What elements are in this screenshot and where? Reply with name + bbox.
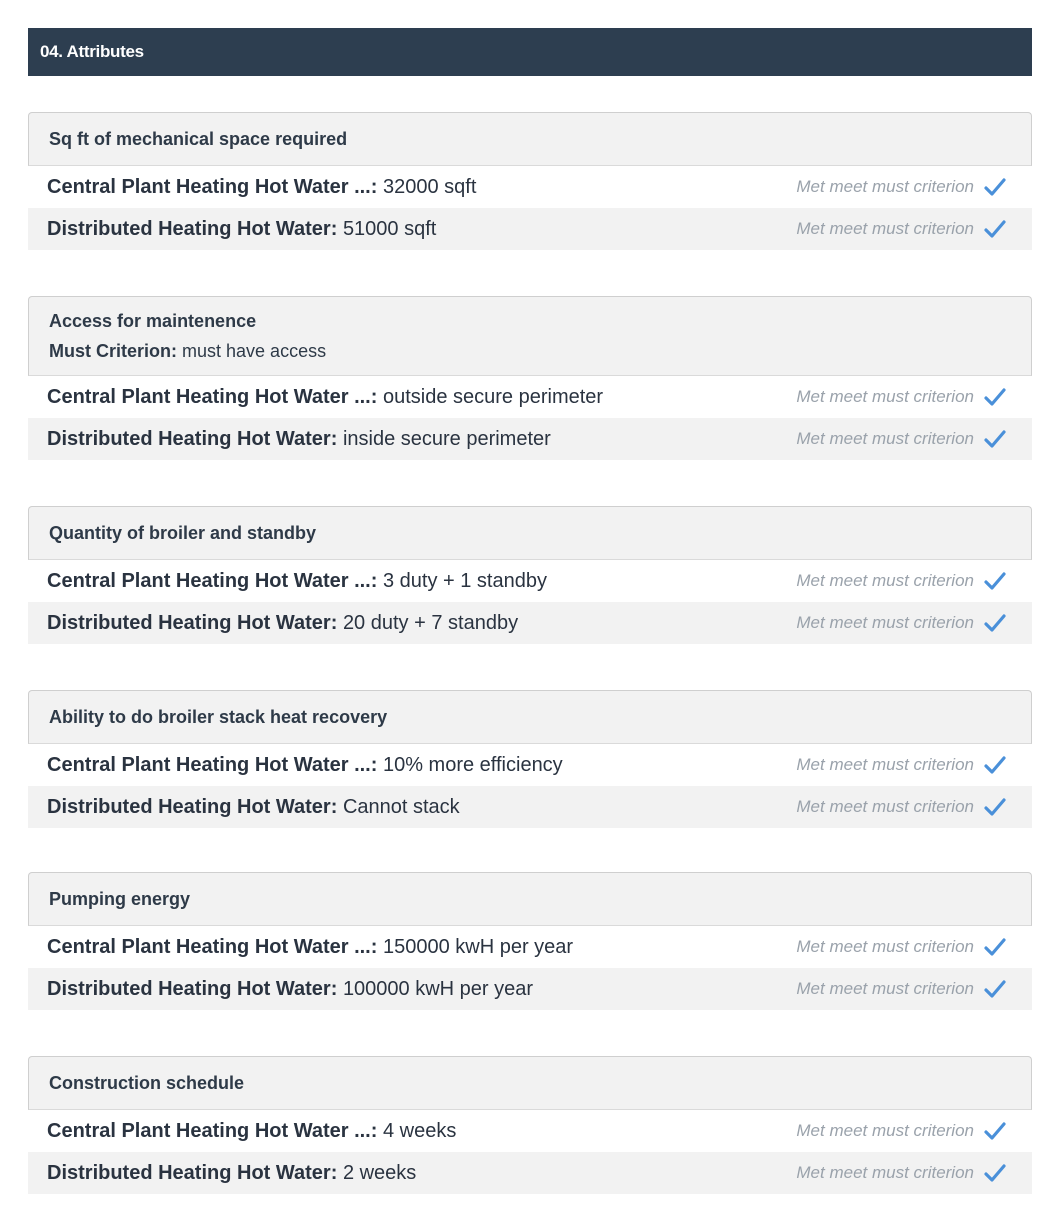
criterion-label: Must Criterion: (49, 341, 177, 361)
option-row (28, 1152, 1032, 1194)
status-text: Met meet must criterion (796, 387, 974, 406)
option-value: 20 duty + 7 standby (342, 611, 519, 634)
criterion-value: must have access (182, 341, 327, 361)
option-row (28, 786, 1032, 828)
check-icon (984, 1164, 1006, 1182)
option-name: Distributed Heating Hot Water: (47, 795, 338, 818)
status-text: Met meet must criterion (796, 177, 974, 196)
option-value: 150000 kwH per year (382, 935, 574, 958)
option-value: 51000 sqft (342, 217, 437, 240)
option-value: 3 duty + 1 standby (382, 569, 547, 592)
option-row (28, 968, 1032, 1010)
option-row (28, 208, 1032, 250)
attribute-card (28, 506, 1032, 644)
option-name: Central Plant Heating Hot Water ...: (47, 935, 378, 958)
attribute-title: Construction schedule (49, 1073, 245, 1093)
option-value: inside secure perimeter (342, 427, 551, 450)
option-row (28, 560, 1032, 602)
check-icon (984, 430, 1006, 448)
attribute-card (28, 872, 1032, 1010)
option-name: Distributed Heating Hot Water: (47, 1161, 338, 1184)
option-name: Distributed Heating Hot Water: (47, 427, 338, 450)
attribute-card (28, 296, 1032, 460)
status-text: Met meet must criterion (796, 613, 974, 632)
option-name: Central Plant Heating Hot Water ...: (47, 175, 378, 198)
option-row (28, 376, 1032, 418)
section-header (28, 28, 1032, 76)
attribute-header (28, 872, 1032, 926)
option-name: Central Plant Heating Hot Water ...: (47, 753, 378, 776)
check-icon (984, 798, 1006, 816)
option-value: 4 weeks (382, 1119, 457, 1142)
attribute-card (28, 690, 1032, 828)
attribute-title: Access for maintenence (49, 311, 257, 331)
option-row (28, 418, 1032, 460)
attribute-header (28, 506, 1032, 560)
option-value: outside secure perimeter (382, 385, 604, 408)
option-row (28, 744, 1032, 786)
check-icon (984, 388, 1006, 406)
option-value: 2 weeks (342, 1161, 417, 1184)
check-icon (984, 178, 1006, 196)
attribute-header (28, 1056, 1032, 1110)
attribute-card (28, 112, 1032, 250)
check-icon (984, 938, 1006, 956)
check-icon (984, 1122, 1006, 1140)
attribute-header (28, 296, 1032, 376)
option-name: Distributed Heating Hot Water: (47, 611, 338, 634)
check-icon (984, 220, 1006, 238)
status-text: Met meet must criterion (796, 797, 974, 816)
option-name: Distributed Heating Hot Water: (47, 977, 338, 1000)
attribute-header (28, 112, 1032, 166)
option-name: Distributed Heating Hot Water: (47, 217, 338, 240)
status-text: Met meet must criterion (796, 937, 974, 956)
check-icon (984, 572, 1006, 590)
check-icon (984, 756, 1006, 774)
status-text: Met meet must criterion (796, 1163, 974, 1182)
status-text: Met meet must criterion (796, 571, 974, 590)
option-row (28, 1110, 1032, 1152)
check-icon (984, 614, 1006, 632)
status-text: Met meet must criterion (796, 979, 974, 998)
status-text: Met meet must criterion (796, 755, 974, 774)
check-icon (984, 980, 1006, 998)
status-text: Met meet must criterion (796, 219, 974, 238)
section-title: 04. Attributes (40, 42, 144, 61)
attribute-card (28, 1056, 1032, 1194)
status-text: Met meet must criterion (796, 1121, 974, 1140)
option-name: Central Plant Heating Hot Water ...: (47, 1119, 378, 1142)
option-value: Cannot stack (342, 795, 460, 818)
attribute-title: Sq ft of mechanical space required (49, 129, 348, 149)
option-name: Central Plant Heating Hot Water ...: (47, 385, 378, 408)
attribute-title: Pumping energy (49, 889, 191, 909)
option-value: 10% more efficiency (382, 753, 563, 776)
attribute-header (28, 690, 1032, 744)
option-value: 32000 sqft (382, 175, 477, 198)
option-row (28, 602, 1032, 644)
option-value: 100000 kwH per year (342, 977, 534, 1000)
attribute-title: Ability to do broiler stack heat recovery (49, 707, 388, 727)
attribute-criterion (49, 336, 1011, 366)
attribute-title: Quantity of broiler and standby (49, 523, 317, 543)
status-text: Met meet must criterion (796, 429, 974, 448)
option-row (28, 926, 1032, 968)
option-name: Central Plant Heating Hot Water ...: (47, 569, 378, 592)
option-row (28, 166, 1032, 208)
